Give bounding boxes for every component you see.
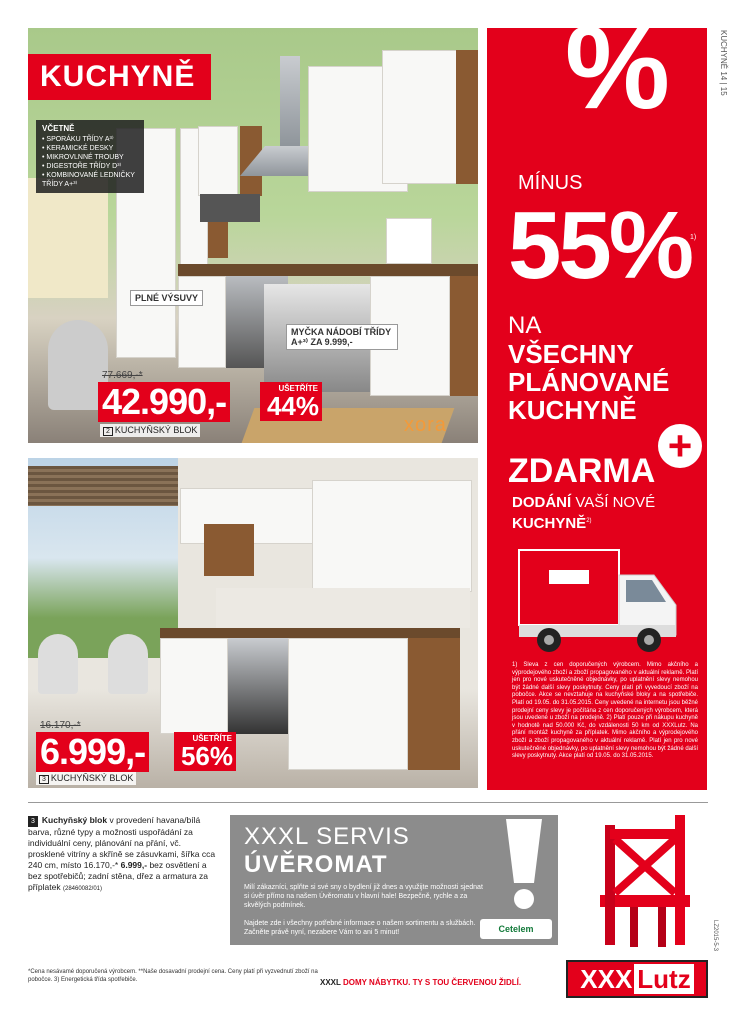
exclamation-icon	[500, 819, 548, 911]
delivery-sup: 2)	[586, 518, 592, 524]
includes-item: • KERAMICKÉ DESKY	[42, 145, 114, 152]
includes-item: • MIKROVLNNÉ TROUBY	[42, 154, 124, 161]
promo-delivery	[512, 494, 655, 533]
promo-headline	[508, 340, 669, 424]
logo-xxx: XXX	[580, 964, 633, 994]
base-2a	[160, 638, 228, 734]
page-side-label: KUCHYNĚ 14 | 15	[719, 30, 728, 96]
upper-cab-a	[198, 126, 238, 196]
servis-title: XXXL SERVIS	[244, 823, 410, 850]
delivery-bold: DODÁNÍ	[512, 494, 572, 511]
slogan-b: DOMY NÁBYTKU. TY S TOU ČERVENOU ŽIDLÍ.	[340, 978, 522, 987]
slogan	[320, 978, 521, 987]
desc-code: (28460082/01)	[62, 886, 103, 892]
desc-text2: bez osvětlení a bez spotřebičů; zadní stěna, dřez a armatura za příplatek	[28, 860, 209, 892]
servis-text-2: Najdete zde i všechny potřebné informace o našem sortimentu a službách. Začněte právě nyní, nezabere Vám to ani 5 minut!	[244, 920, 476, 936]
oven-2	[228, 638, 288, 734]
plus-icon: +	[658, 424, 702, 468]
save-badge-2	[174, 732, 236, 771]
promo-zdarma: ZDARMA	[508, 452, 656, 490]
red-chair-icon	[570, 815, 710, 950]
callout-dishwasher: MYČKA NÁDOBÍ TŘÍDY A+³⁾ ZA 9.999,-	[286, 324, 398, 350]
category-tag: KUCHYNĚ	[28, 54, 211, 100]
window-left	[28, 178, 108, 298]
glass-vitrine	[204, 524, 254, 576]
servis-box	[230, 815, 558, 945]
callout-drawers: PLNÉ VÝSUVY	[130, 290, 203, 306]
includes-item: • SPORÁKU TŘÍDY A³⁾	[42, 136, 114, 143]
base-wood	[450, 276, 478, 396]
product-description	[28, 815, 218, 895]
upper-cab-tall-2	[312, 480, 472, 592]
servis-text-1: Milí zákazníci, splňte si své sny o bydlení již dnes a využijte možnosti sjednat si úvěr přímo na našem Úvěromatu v hlavní hale! Bezpečně, rychle a za skvělých podmínek.	[244, 884, 483, 909]
desc-title: Kuchyňský blok	[41, 815, 108, 825]
microwave	[200, 194, 260, 222]
save-label-1: UŠETŘÍTE	[278, 384, 318, 393]
print-code: LZ2015-5-3	[712, 920, 718, 952]
promo-na: NA	[508, 312, 542, 339]
servis-subtitle: ÚVĚROMAT	[244, 851, 388, 878]
block-label-2	[36, 772, 136, 785]
slogan-a: XXXL	[320, 978, 341, 987]
delivery-kitchen: KUCHYNĚ	[512, 515, 587, 532]
old-price-2: 16.170,-*	[40, 720, 81, 731]
promo-value: 55%	[508, 192, 692, 299]
save-label-2: UŠETŘÍTE	[192, 734, 232, 743]
desc-price: 6.999,-	[120, 860, 148, 870]
promo-footnote: 1)	[690, 234, 697, 241]
promo-fine-print: 1) Sleva z cen doporučených výrobcem. Mimo akčního a výprodejového zboží a zboží propagovaného v aktuální reklamě. Platí jen pro nové uskutečněné objednávky, po uplatnění slevy nemohou být žádné další slevy poskytnuty. Ceny platí při vyvedoucí zboží na pobočce. Akce se nevztahuje na kuchyňské bloky a na spotřebiče. Platí od 19.05. do 31.05.2015. Ceny uvedené na internetu jsou běžné prodejní ceny slevy je počítána z cen doporučených výrobcem, která jsou uvedené u zboží na prodejně. 2) Platí pouze při nákupu kuchyně v hodnotě nad 50.000 Kč, do vzdálenosti 50 km od XXXLutz. Na přání montáž kuchyně za příplatek. Mimo akčního a výprodejového zboží a zboží propagovaného v aktuální reklamě. Platí jen pro nové uskutečněné objednávky, po uplatnění slevy nemohou být žádné další slevy poskytnuty. Akce platí od 19.05. do 31.05.2015.	[512, 662, 699, 760]
countertop-2	[160, 628, 460, 638]
bar-stool-1	[38, 634, 78, 694]
tile-decor	[386, 218, 432, 264]
cetelem-logo: Cetelem	[480, 919, 552, 939]
block-num-2: 3	[39, 775, 49, 784]
includes-box	[36, 120, 144, 193]
block-text-1: KUCHYŇSKÝ BLOK	[114, 425, 198, 435]
promo-minus: MÍNUS	[518, 172, 583, 194]
backsplash	[216, 588, 470, 628]
upper-wood-right	[456, 50, 478, 184]
save-value-1: 44%	[266, 391, 319, 421]
bar-stool-2	[108, 634, 148, 694]
block-num-1: 2	[103, 427, 113, 436]
hood-chimney	[280, 56, 300, 146]
desc-text: v provedení havana/bílá barva, různé typy a možnosti uspořádání za individuální ceny, plánování na přání, vč. prosklené vitríny a skříně se zásuvkami, šířka cca 240 cm, místo 16.170,-*	[28, 815, 216, 870]
includes-title: VČETNĚ	[42, 124, 75, 133]
price-1: 42.990,-	[98, 382, 230, 422]
xxxlutz-logo[interactable]	[566, 960, 708, 998]
headline-line: PLÁNOVANÉ	[508, 367, 670, 397]
logo-lutz: Lutz	[634, 964, 693, 994]
block-text-2: KUCHYŇSKÝ BLOK	[50, 773, 134, 783]
headline-line: KUCHYNĚ	[508, 395, 637, 425]
base-2b	[288, 638, 408, 770]
old-price-1: 77.669,-*	[102, 370, 143, 381]
includes-item: • KOMBINOVANÉ LEDNIČKY TŘÍDY A+³⁾	[42, 172, 135, 188]
base-wood-2	[408, 638, 460, 770]
desc-num: 3	[28, 816, 38, 827]
percent-sign: %	[565, 2, 670, 134]
delivery-truck-icon	[514, 540, 684, 660]
divider	[28, 802, 708, 803]
block-label-1	[100, 424, 200, 437]
countertop	[178, 264, 478, 276]
delivery-rest: VAŠÍ NOVÉ	[571, 494, 656, 511]
footer-note: *Cena nesávamé doporučená výrobcem. **Naše dosavadní prodejní cena. Ceny platí při vyzvednutí zboží na pobočce. 3) Energetická třída spotřebiče.	[28, 969, 318, 983]
brand-logo-xora: xora	[404, 414, 447, 436]
price-2: 6.999,-	[36, 732, 149, 772]
blind	[28, 466, 178, 506]
save-value-2: 56%	[180, 741, 233, 771]
includes-item: • DIGESTOŘE TŘÍDY D³⁾	[42, 163, 122, 170]
headline-line: VŠECHNY	[508, 339, 634, 369]
save-badge-1	[260, 382, 322, 421]
